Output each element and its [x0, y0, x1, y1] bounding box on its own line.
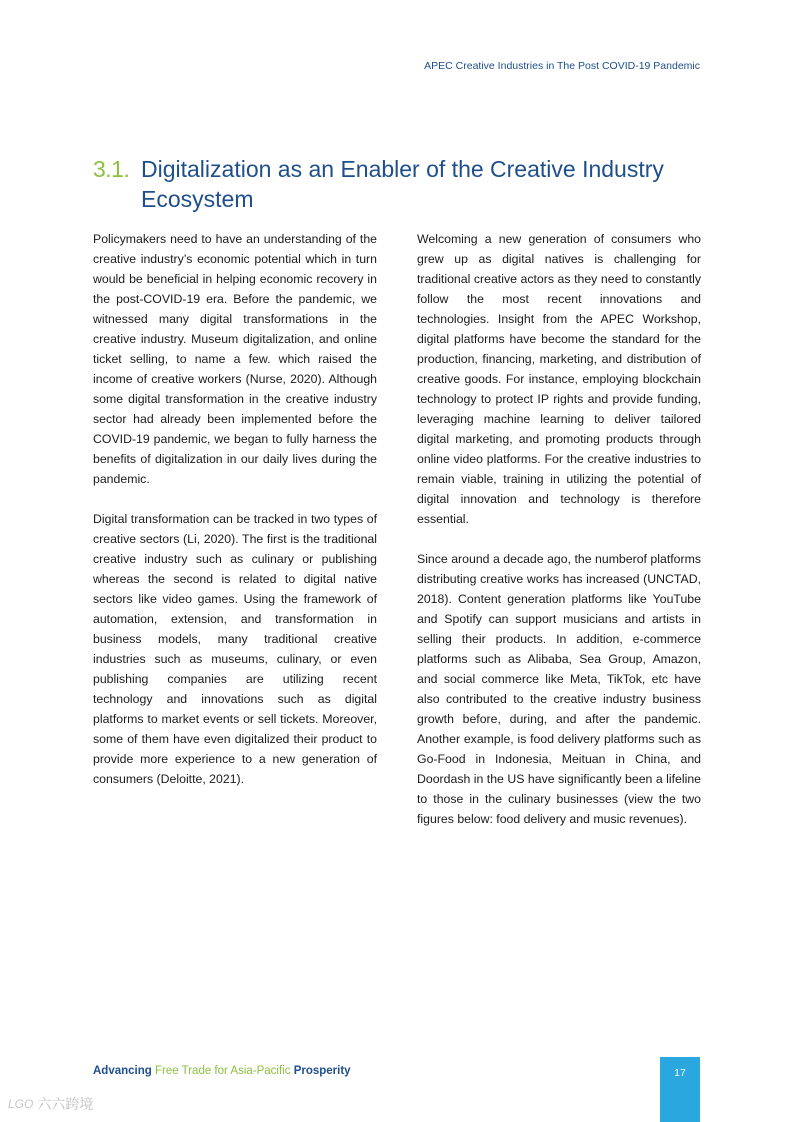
page-number-box: [660, 1057, 700, 1122]
section-number: 3.1.: [93, 156, 130, 182]
left-paragraph-1: Policymakers need to have an understanding of the creative industry’s economic potential which in turn would be beneficial in helping economic recovery in the post-COVID-19 era. Before the pandemic, we witnessed many digital transformations in the creative industry. Museum digitalization, and online ticket selling, to name a few. which raised the income of creative workers (Nurse, 2020). Although some digital transformation in the creative industry sector had already been implemented before the COVID-19 pandemic, we began to fully harness the benefits of digitalization in our daily lives during the pandemic.: [93, 232, 377, 486]
footer-tagline: [93, 1065, 351, 1077]
left-column: [93, 229, 377, 809]
tagline-middle: Free Trade for Asia-Pacific: [151, 1065, 294, 1077]
tagline-advancing: Advancing: [93, 1065, 152, 1077]
tagline-prosperity: Prosperity: [293, 1065, 351, 1077]
watermark-text: 六六跨境: [37, 1096, 94, 1112]
section-heading: [93, 154, 713, 214]
right-column: [417, 229, 701, 849]
right-paragraph-2: Since around a decade ago, the numberof platforms distributing creative works has increased (UNCTAD, 2018). Content generation platforms like YouTube and Spotify can support musicians and artists in selling their products. In addition, e-commerce platforms such as Alibaba, Sea Group, Amazon, and social commerce like Meta, TikTok, etc have also contributed to the creative industry business growth before, during, and after the pandemic. Another example, is food delivery platforms such as Go-Food in Indonesia, Meituan in China, and Doordash in the US have significantly been a lifeline to those in the culinary businesses (view the two figures below: food delivery and music revenues).: [417, 552, 701, 826]
page-number: 17: [674, 1067, 686, 1079]
watermark-logo-icon: LGO: [8, 1097, 34, 1111]
right-paragraph-1: Welcoming a new generation of consumers who grew up as digital natives is challenging for traditional creative actors as they need to constantly follow the most recent innovations and technologies. Insight from the APEC Workshop, digital platforms have become the standard for the production, financing, marketing, and distribution of creative goods. For instance, employing blockchain technology to protect IP rights and provide funding, leveraging machine learning to deliver tailored digital marketing, and promoting products through online video platforms. For the creative industries to remain viable, training in utilizing the potential of digital innovation and technology is therefore essential.: [417, 232, 701, 526]
watermark: [8, 1094, 93, 1114]
left-paragraph-2: Digital transformation can be tracked in two types of creative sectors (Li, 2020). The first is the traditional creative industry such as culinary or publishing whereas the second is related to digital native sectors like video games. Using the framework of automation, extension, and transformation in business models, many traditional creative industries such as museums, culinary, or even publishing companies are utilizing recent technology and innovations such as digital platforms to market events or sell tickets. Moreover, some of them have even digitalized their product to provide more experience to a new generation of consumers (Deloitte, 2021).: [93, 512, 377, 786]
running-header: APEC Creative Industries in The Post COVID-19 Pandemic: [424, 60, 700, 72]
section-title: Digitalization as an Enabler of the Creative Industry Ecosystem: [141, 156, 664, 212]
